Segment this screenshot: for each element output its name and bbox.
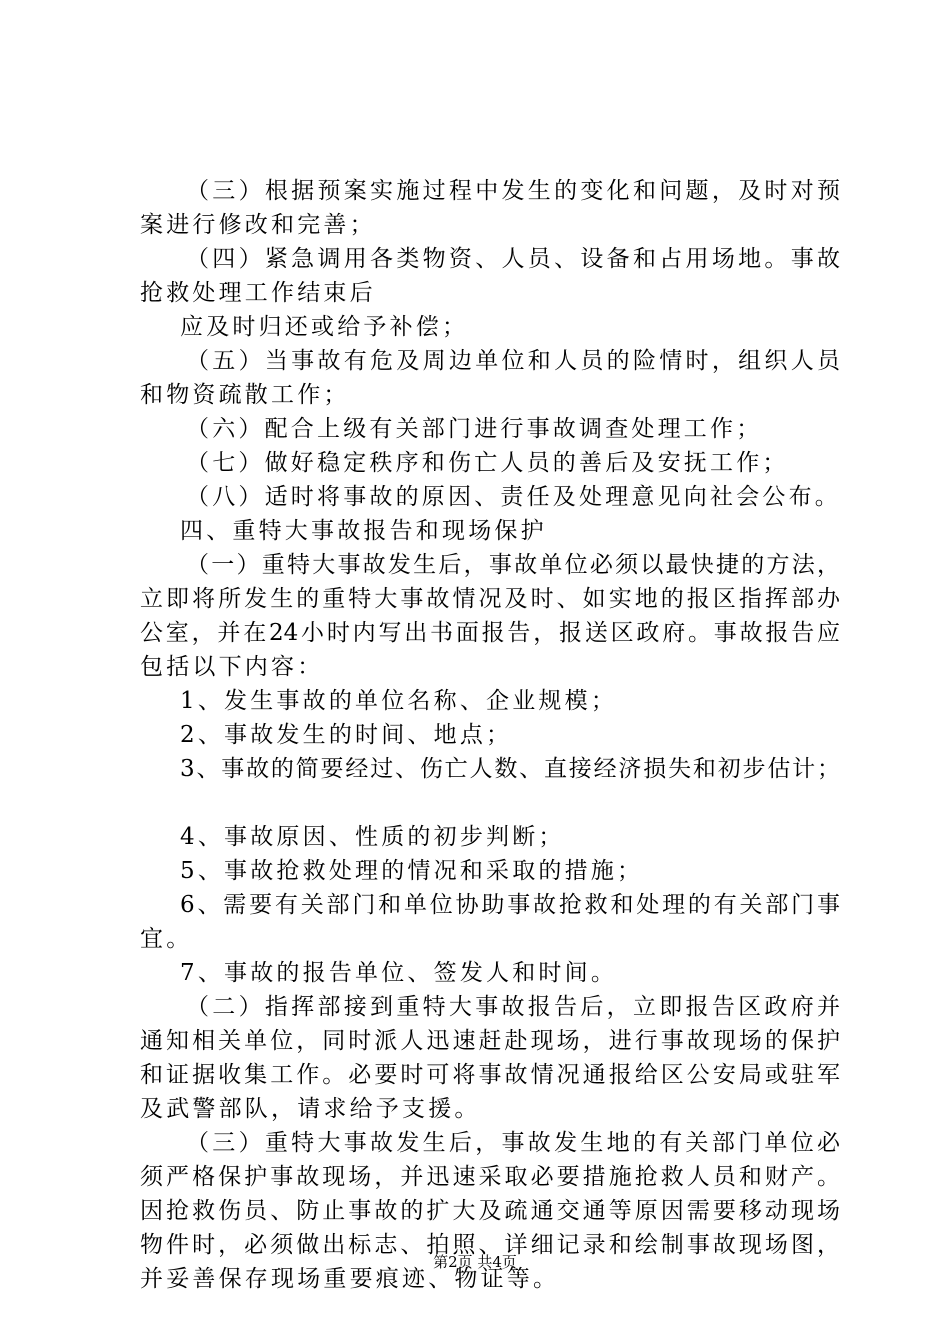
text-line: 包括以下内容： bbox=[140, 654, 324, 680]
list-item: 7、事故的报告单位、签发人和时间。 bbox=[180, 960, 618, 986]
text-line: 立即将所发生的重特大事故情况及时、如实地的报区指挥部办 bbox=[140, 586, 840, 612]
text-line: 宜。 bbox=[140, 926, 193, 952]
list-item: 5、事故抢救处理的情况和采取的措施； bbox=[180, 858, 644, 884]
text-line: （一）重特大事故发生后，事故单位必须以最快捷的方法， bbox=[186, 552, 840, 578]
text-line: （三）根据预案实施过程中发生的变化和问题，及时对预 bbox=[186, 178, 840, 204]
blank-line bbox=[140, 786, 840, 820]
list-item: 4、事故原因、性质的初步判断； bbox=[180, 824, 565, 850]
text-line: 通知相关单位，同时派人迅速赶赴现场，进行事故现场的保护 bbox=[140, 1028, 840, 1054]
text-line: （八）适时将事故的原因、责任及处理意见向社会公布。 bbox=[186, 484, 841, 510]
list-item: 3、事故的简要经过、伤亡人数、直接经济损失和初步估计； bbox=[180, 756, 840, 782]
text-line: 案进行修改和完善； bbox=[140, 212, 376, 238]
text-line: 公室，并在24小时内写出书面报告，报送区政府。事故报告应 bbox=[140, 620, 840, 646]
text-line: （四）紧急调用各类物资、人员、设备和占用场地。事故 bbox=[186, 246, 840, 272]
text-line: 并妥善保存现场重要痕迹、物证等。 bbox=[140, 1266, 560, 1292]
text-line: （五）当事故有危及周边单位和人员的险情时，组织人员 bbox=[186, 348, 840, 374]
page-number: 第2页 共4页 bbox=[433, 1253, 517, 1271]
document-body bbox=[140, 174, 840, 1296]
list-item: 1、发生事故的单位名称、企业规模； bbox=[180, 688, 618, 714]
list-item: 6、需要有关部门和单位协助事故抢救和处理的有关部门事 bbox=[180, 892, 840, 918]
text-line: （三）重特大事故发生后，事故发生地的有关部门单位必 bbox=[186, 1130, 840, 1156]
text-line: 和证据收集工作。必要时可将事故情况通报给区公安局或驻军 bbox=[140, 1062, 840, 1088]
text-line: 应及时归还或给予补偿； bbox=[180, 314, 469, 340]
text-line: 及武警部队，请求给予支援。 bbox=[140, 1096, 481, 1122]
text-line: 物件时，必须做出标志、拍照、详细记录和绘制事故现场图， bbox=[140, 1232, 840, 1258]
text-line: （六）配合上级有关部门进行事故调查处理工作； bbox=[186, 416, 763, 442]
section-heading: 四、重特大事故报告和现场保护 bbox=[180, 518, 547, 544]
list-item: 2、事故发生的时间、地点； bbox=[180, 722, 513, 748]
text-line: （二）指挥部接到重特大事故报告后，立即报告区政府并 bbox=[186, 994, 840, 1020]
text-line: 须严格保护事故现场，并迅速采取必要措施抢救人员和财产。 bbox=[140, 1164, 840, 1190]
text-line: 因抢救伤员、防止事故的扩大及疏通交通等原因需要移动现场 bbox=[140, 1198, 840, 1224]
text-line: （七）做好稳定秩序和伤亡人员的善后及安抚工作； bbox=[186, 450, 789, 476]
text-line: 和物资疏散工作； bbox=[140, 382, 350, 408]
text-line: 抢救处理工作结束后 bbox=[140, 280, 376, 306]
